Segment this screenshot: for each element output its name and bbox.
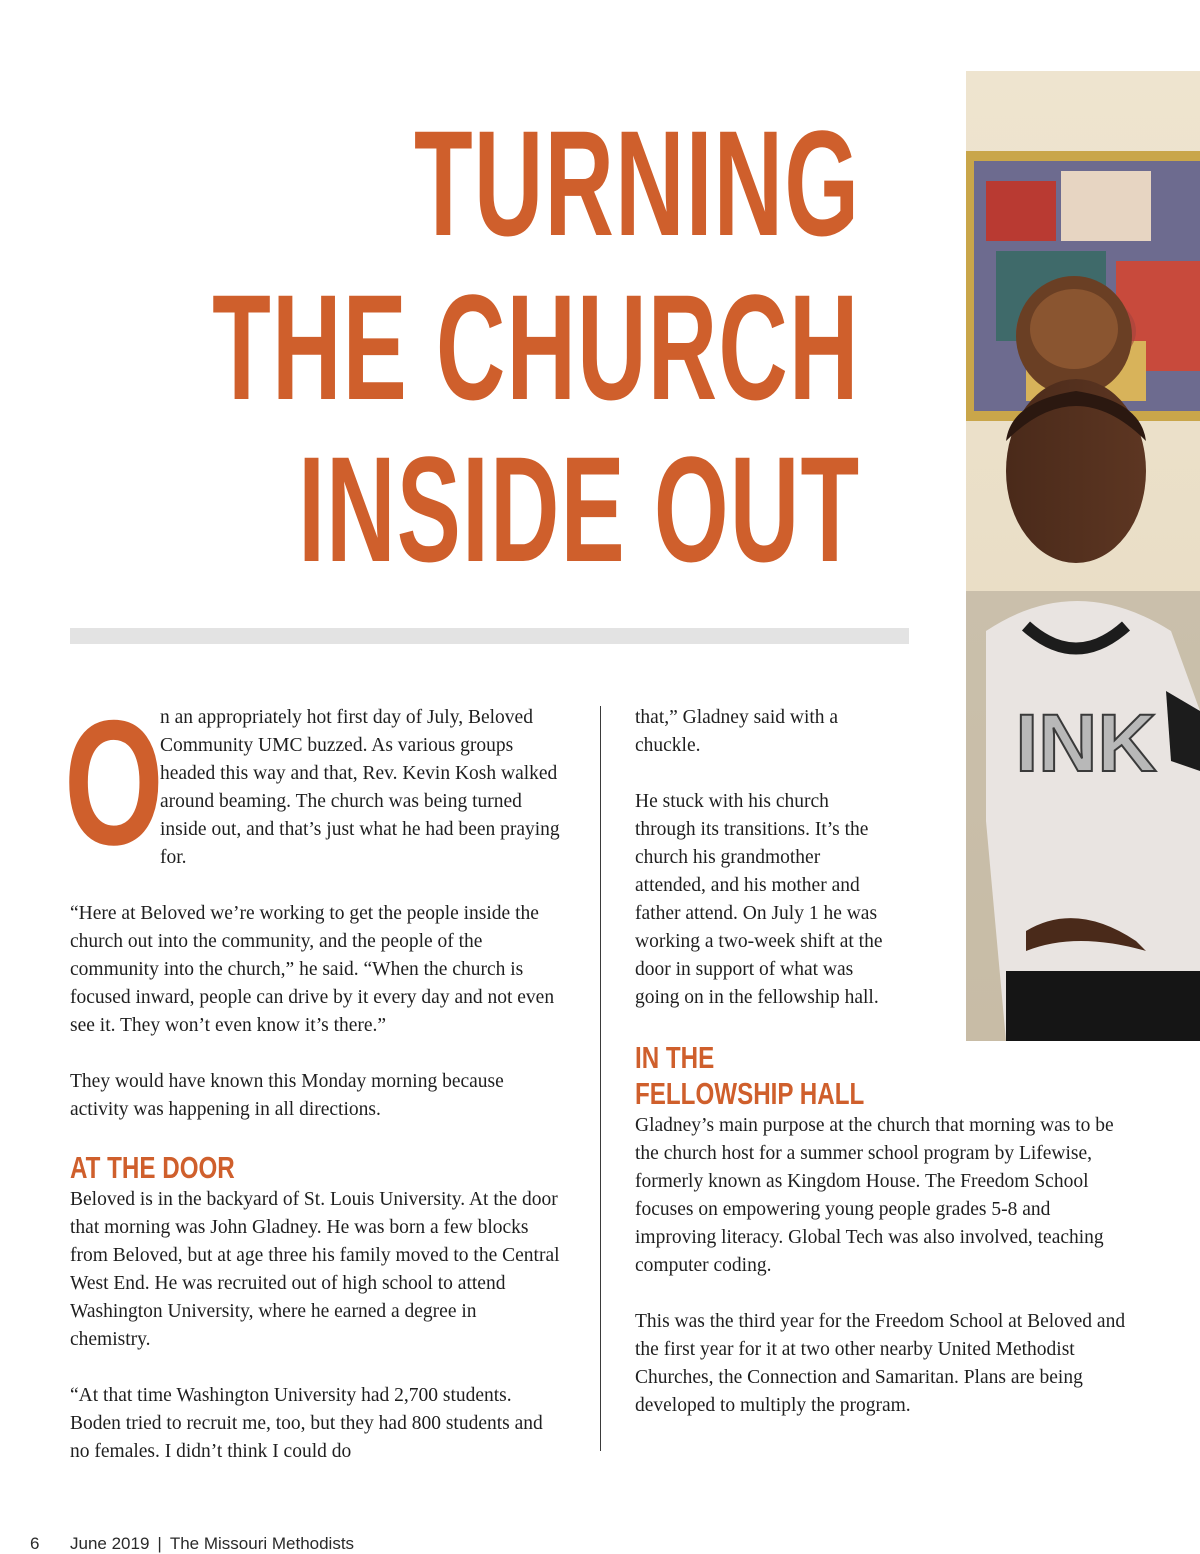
title-divider — [70, 628, 909, 644]
shirt-text: INK — [1015, 698, 1157, 789]
lead-paragraph: n an appropriately hot first day of July, Beloved Community UMC buzzed. As various groups headed this way and that, Rev. Kevin Kosh walked around beaming. The church was being turned inside out, and that’s just what he had been praying for. — [160, 707, 560, 868]
paragraph: This was the third year for the Freedom School at Beloved and the first year for it at two other nearby United Methodist Churches, the Connection and Samaritan. Plans are being developed to multiply the program. — [635, 1311, 1126, 1416]
drop-cap: O — [64, 683, 164, 882]
publication-name: The Missouri Methodists — [169, 1534, 355, 1553]
paragraph: He stuck with his church through its transitions. It’s the church his grandmother attended, and his mother and father attend. On July 1 he was working a two-week shift at the door in support of what was going on in the fellowship hall. — [635, 791, 883, 1008]
paragraph: “At that time Washington University had 2,700 students. Boden tried to recruit me, too, but they had 800 students and no females. I didn’t think I could do — [70, 1385, 543, 1462]
subhead-line: FELLOWSHIP HALL — [635, 1076, 865, 1111]
issue-date: June 2019 — [70, 1534, 150, 1553]
page-number: 6 — [30, 1534, 40, 1553]
title-line-1: TURNING — [413, 99, 860, 267]
subhead-line: IN THE — [635, 1040, 715, 1075]
paragraph: that,” Gladney said with a chuckle. — [635, 707, 839, 756]
paragraph: Beloved is in the backyard of St. Louis University. At the door that morning was John Gladney. He was born a few blocks from Beloved, but at age three his family moved to the Central West End. He was recruited out of high school to attend Washington University, where he earned a degree in chemistry. — [70, 1189, 560, 1350]
title-line-2: THE CHURCH — [212, 263, 860, 431]
title-line-3: INSIDE OUT — [297, 425, 860, 593]
paragraph: They would have known this Monday morning because activity was happening in all directions. — [70, 1071, 504, 1120]
paragraph: Gladney’s main purpose at the church that morning was to be the church host for a summer school program by Lifewise, formerly known as Kingdom House. The Freedom School focuses on empowering young people grades 5-8 and improving literacy. Global Tech was also involved, teaching computer coding. — [635, 1115, 1114, 1276]
page-footer — [30, 1534, 354, 1554]
subhead-in-the-fellowship-hall — [635, 1040, 1025, 1112]
article-column-2 — [635, 704, 1135, 1448]
subhead-at-the-door: AT THE DOOR — [70, 1150, 235, 1185]
article-column-1 — [64, 683, 560, 1494]
paragraph: “Here at Beloved we’re working to get the people inside the church out into the community, and the people of the community into the church,” he said. “When the church is focused inward, people can drive by it every day and not even see it. They won’t even know it’s there.” — [70, 903, 555, 1036]
footer-separator: | — [157, 1534, 162, 1553]
column-divider — [600, 706, 601, 1451]
